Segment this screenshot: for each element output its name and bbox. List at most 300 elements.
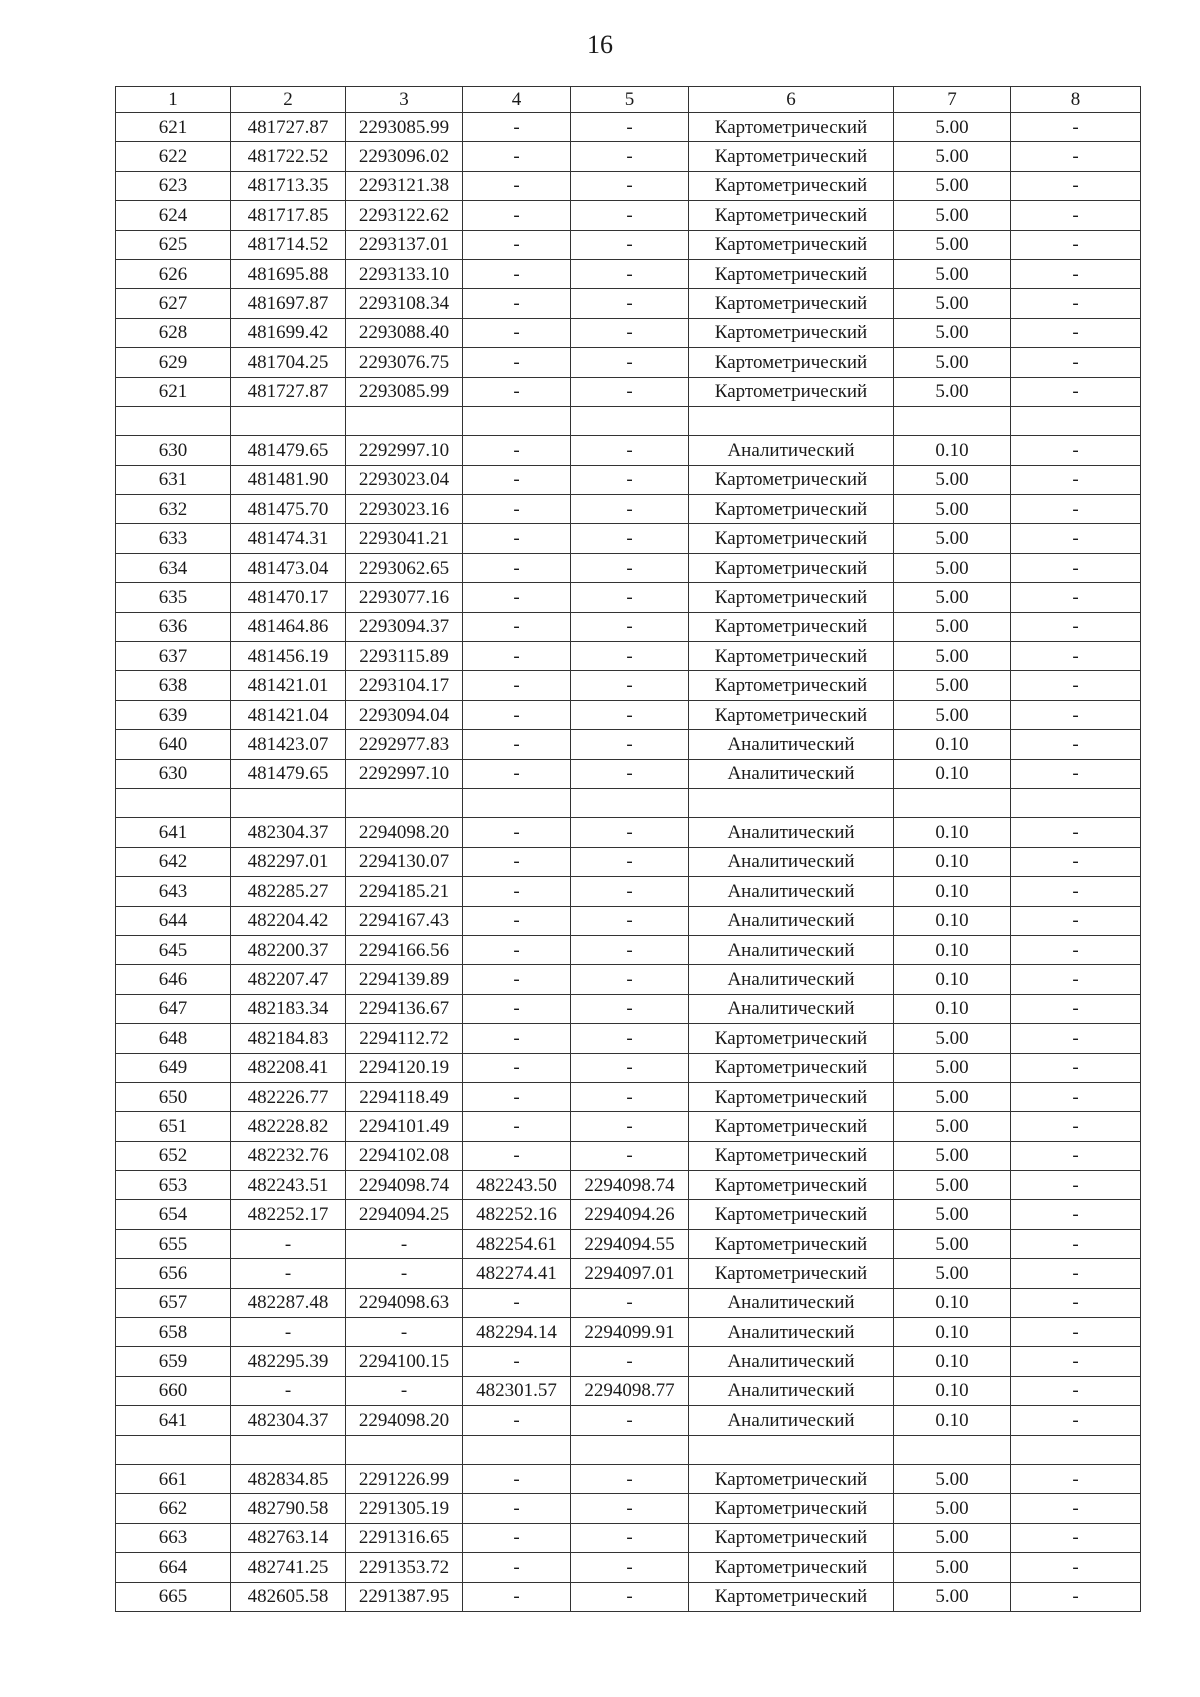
- table-cell: 644: [116, 906, 231, 935]
- table-cell: -: [463, 1464, 571, 1493]
- table-cell: -: [571, 289, 689, 318]
- table-cell: -: [463, 759, 571, 788]
- table-cell: -: [463, 965, 571, 994]
- table-cell: 482200.37: [231, 935, 346, 964]
- table-cell: Картометрический: [689, 465, 894, 494]
- table-cell: -: [571, 1288, 689, 1317]
- table-cell: 2292977.83: [346, 730, 463, 759]
- empty-cell: [571, 788, 689, 817]
- empty-cell: [116, 1435, 231, 1464]
- table-cell: 643: [116, 877, 231, 906]
- table-cell: -: [571, 348, 689, 377]
- table-row: [116, 318, 1141, 347]
- table-cell: -: [571, 994, 689, 1023]
- table-cell: 0.10: [894, 759, 1011, 788]
- table-cell: -: [463, 465, 571, 494]
- table-cell: 481474.31: [231, 524, 346, 553]
- table-cell: -: [463, 1024, 571, 1053]
- table-cell: 5.00: [894, 1229, 1011, 1258]
- table-cell: -: [571, 1464, 689, 1493]
- table-cell: Картометрический: [689, 553, 894, 582]
- table-cell: 637: [116, 642, 231, 671]
- table-cell: -: [1011, 759, 1141, 788]
- table-cell: 482254.61: [463, 1229, 571, 1258]
- table-cell: 5.00: [894, 1024, 1011, 1053]
- table-cell: 2293094.04: [346, 700, 463, 729]
- table-cell: Картометрический: [689, 1053, 894, 1082]
- table-cell: -: [571, 1582, 689, 1611]
- table-cell: 5.00: [894, 553, 1011, 582]
- table-cell: -: [571, 1082, 689, 1111]
- table-row: [116, 377, 1141, 406]
- table-cell: -: [463, 524, 571, 553]
- table-cell: -: [571, 1523, 689, 1552]
- table-cell: Аналитический: [689, 436, 894, 465]
- table-cell: 648: [116, 1024, 231, 1053]
- table-cell: -: [1011, 1406, 1141, 1435]
- table-cell: Картометрический: [689, 318, 894, 347]
- table-cell: 0.10: [894, 1288, 1011, 1317]
- table-cell: 623: [116, 171, 231, 200]
- table-cell: -: [463, 730, 571, 759]
- table-cell: 482207.47: [231, 965, 346, 994]
- table-cell: -: [1011, 465, 1141, 494]
- table-cell: -: [1011, 113, 1141, 142]
- table-cell: Картометрический: [689, 142, 894, 171]
- table-cell: 481695.88: [231, 259, 346, 288]
- table-cell: 5.00: [894, 171, 1011, 200]
- table-cell: Картометрический: [689, 1229, 894, 1258]
- table-cell: 482834.85: [231, 1464, 346, 1493]
- table-header-row: [116, 87, 1141, 113]
- table-cell: 482204.42: [231, 906, 346, 935]
- table-cell: -: [231, 1376, 346, 1405]
- table-cell: 2291316.65: [346, 1523, 463, 1552]
- table-cell: -: [463, 847, 571, 876]
- table-cell: -: [463, 171, 571, 200]
- table-cell: 2294185.21: [346, 877, 463, 906]
- empty-cell: [463, 406, 571, 435]
- table-cell: Аналитический: [689, 1347, 894, 1376]
- table-cell: -: [571, 1406, 689, 1435]
- table-cell: 0.10: [894, 1376, 1011, 1405]
- table-row: [116, 495, 1141, 524]
- table-row: [116, 877, 1141, 906]
- table-cell: 652: [116, 1141, 231, 1170]
- table-cell: 481470.17: [231, 583, 346, 612]
- table-cell: -: [463, 1288, 571, 1317]
- table-cell: 661: [116, 1464, 231, 1493]
- table-cell: 5.00: [894, 1112, 1011, 1141]
- table-cell: 2291226.99: [346, 1464, 463, 1493]
- table-cell: 629: [116, 348, 231, 377]
- empty-cell: [894, 406, 1011, 435]
- table-cell: 664: [116, 1553, 231, 1582]
- table-cell: -: [571, 965, 689, 994]
- table-cell: -: [1011, 1376, 1141, 1405]
- table-cell: Картометрический: [689, 201, 894, 230]
- table-cell: 481479.65: [231, 436, 346, 465]
- table-cell: 2293023.16: [346, 495, 463, 524]
- table-cell: 2294098.77: [571, 1376, 689, 1405]
- header-cell: 2: [231, 87, 346, 113]
- table-cell: Картометрический: [689, 377, 894, 406]
- table-cell: 2294166.56: [346, 935, 463, 964]
- table-cell: -: [1011, 1171, 1141, 1200]
- table-cell: 2293115.89: [346, 642, 463, 671]
- table-cell: 2293076.75: [346, 348, 463, 377]
- table-cell: 481713.35: [231, 171, 346, 200]
- table-cell: 5.00: [894, 259, 1011, 288]
- table-cell: -: [571, 877, 689, 906]
- table-row: [116, 465, 1141, 494]
- table-cell: 2294112.72: [346, 1024, 463, 1053]
- empty-cell: [689, 788, 894, 817]
- table-row: [116, 906, 1141, 935]
- table-cell: 634: [116, 553, 231, 582]
- table-cell: Картометрический: [689, 1523, 894, 1552]
- table-cell: Картометрический: [689, 171, 894, 200]
- table-cell: -: [1011, 171, 1141, 200]
- table-cell: -: [463, 1347, 571, 1376]
- table-cell: 2294102.08: [346, 1141, 463, 1170]
- table-cell: Картометрический: [689, 1141, 894, 1170]
- table-cell: 5.00: [894, 113, 1011, 142]
- table-cell: 2294101.49: [346, 1112, 463, 1141]
- table-cell: -: [571, 113, 689, 142]
- table-cell: -: [463, 1053, 571, 1082]
- table-cell: -: [571, 171, 689, 200]
- table-cell: Картометрический: [689, 1112, 894, 1141]
- table-cell: -: [571, 524, 689, 553]
- header-cell: 6: [689, 87, 894, 113]
- table-cell: -: [1011, 818, 1141, 847]
- table-cell: Картометрический: [689, 1259, 894, 1288]
- table-cell: -: [346, 1229, 463, 1258]
- table-row: [116, 348, 1141, 377]
- table-cell: 5.00: [894, 201, 1011, 230]
- table-cell: -: [1011, 377, 1141, 406]
- table-cell: 482304.37: [231, 1406, 346, 1435]
- table-row: [116, 1523, 1141, 1552]
- table-cell: 481421.04: [231, 700, 346, 729]
- table-row: [116, 700, 1141, 729]
- table-cell: Аналитический: [689, 935, 894, 964]
- table-cell: 0.10: [894, 1406, 1011, 1435]
- table-cell: -: [1011, 730, 1141, 759]
- table-cell: 624: [116, 201, 231, 230]
- table-cell: 5.00: [894, 377, 1011, 406]
- table-cell: -: [1011, 1082, 1141, 1111]
- table-cell: Картометрический: [689, 1553, 894, 1582]
- table-cell: 2293023.04: [346, 465, 463, 494]
- empty-cell: [689, 1435, 894, 1464]
- table-row: [116, 818, 1141, 847]
- table-cell: 0.10: [894, 1318, 1011, 1347]
- table-cell: 641: [116, 818, 231, 847]
- table-cell: 2293104.17: [346, 671, 463, 700]
- table-cell: 5.00: [894, 1464, 1011, 1493]
- table-cell: -: [1011, 1112, 1141, 1141]
- table-cell: -: [1011, 1053, 1141, 1082]
- table-cell: 482287.48: [231, 1288, 346, 1317]
- table-cell: -: [1011, 994, 1141, 1023]
- table-cell: -: [463, 612, 571, 641]
- table-cell: -: [463, 906, 571, 935]
- table-cell: 481479.65: [231, 759, 346, 788]
- table-cell: 5.00: [894, 318, 1011, 347]
- table-cell: -: [1011, 1318, 1141, 1347]
- table-cell: -: [463, 671, 571, 700]
- page-number: 16: [587, 30, 613, 59]
- empty-cell: [1011, 1435, 1141, 1464]
- table-cell: 481456.19: [231, 642, 346, 671]
- table-cell: -: [463, 818, 571, 847]
- table-row: [116, 1494, 1141, 1523]
- table-cell: 2292997.10: [346, 759, 463, 788]
- empty-cell: [346, 406, 463, 435]
- empty-cell: [231, 406, 346, 435]
- table-cell: 649: [116, 1053, 231, 1082]
- empty-cell: [231, 1435, 346, 1464]
- table-cell: 5.00: [894, 495, 1011, 524]
- table-cell: -: [463, 1494, 571, 1523]
- table-cell: -: [1011, 1464, 1141, 1493]
- table-row: [116, 1376, 1141, 1405]
- table-cell: -: [346, 1318, 463, 1347]
- table-cell: 2293088.40: [346, 318, 463, 347]
- table-cell: 5.00: [894, 289, 1011, 318]
- table-cell: Картометрический: [689, 1200, 894, 1229]
- empty-cell: [116, 406, 231, 435]
- table-cell: -: [463, 201, 571, 230]
- table-cell: 481717.85: [231, 201, 346, 230]
- table-cell: 635: [116, 583, 231, 612]
- table-cell: 628: [116, 318, 231, 347]
- header-cell: 1: [116, 87, 231, 113]
- table-cell: -: [571, 230, 689, 259]
- table-cell: -: [1011, 348, 1141, 377]
- table-cell: -: [463, 553, 571, 582]
- table-cell: -: [1011, 671, 1141, 700]
- table-cell: -: [463, 1082, 571, 1111]
- table-cell: 2294094.25: [346, 1200, 463, 1229]
- table-cell: 2294098.74: [346, 1171, 463, 1200]
- table-cell: Картометрический: [689, 612, 894, 641]
- table-cell: 482183.34: [231, 994, 346, 1023]
- table-cell: 481421.01: [231, 671, 346, 700]
- table-cell: 0.10: [894, 994, 1011, 1023]
- table-cell: 625: [116, 230, 231, 259]
- table-row: [116, 1053, 1141, 1082]
- table-row: [116, 847, 1141, 876]
- table-cell: -: [1011, 1259, 1141, 1288]
- coordinates-table: [115, 86, 1141, 1612]
- table-cell: Аналитический: [689, 1318, 894, 1347]
- table-cell: Аналитический: [689, 965, 894, 994]
- table-cell: 2293077.16: [346, 583, 463, 612]
- table-cell: -: [1011, 1229, 1141, 1258]
- table-cell: 5.00: [894, 1494, 1011, 1523]
- table-cell: Картометрический: [689, 642, 894, 671]
- table-cell: Аналитический: [689, 818, 894, 847]
- table-cell: 655: [116, 1229, 231, 1258]
- empty-cell: [1011, 788, 1141, 817]
- table-cell: 481727.87: [231, 113, 346, 142]
- table-cell: -: [463, 994, 571, 1023]
- separator-row: [116, 1435, 1141, 1464]
- table-cell: 2291353.72: [346, 1553, 463, 1582]
- table-cell: -: [571, 495, 689, 524]
- table-cell: -: [1011, 230, 1141, 259]
- table-cell: -: [231, 1259, 346, 1288]
- table-cell: -: [571, 730, 689, 759]
- header-cell: 5: [571, 87, 689, 113]
- table-cell: -: [463, 113, 571, 142]
- table-cell: 5.00: [894, 348, 1011, 377]
- table-cell: -: [231, 1318, 346, 1347]
- table-cell: Аналитический: [689, 1288, 894, 1317]
- empty-cell: [116, 788, 231, 817]
- table-cell: 482274.41: [463, 1259, 571, 1288]
- table-cell: Картометрический: [689, 1171, 894, 1200]
- table-cell: 2291305.19: [346, 1494, 463, 1523]
- table-row: [116, 230, 1141, 259]
- table-cell: -: [571, 1053, 689, 1082]
- table-cell: 2293133.10: [346, 259, 463, 288]
- table-row: [116, 1229, 1141, 1258]
- table-cell: -: [1011, 524, 1141, 553]
- table-row: [116, 1406, 1141, 1435]
- table-cell: 633: [116, 524, 231, 553]
- table-cell: 654: [116, 1200, 231, 1229]
- table-cell: Аналитический: [689, 1376, 894, 1405]
- table-cell: 2294098.20: [346, 1406, 463, 1435]
- table-row: [116, 553, 1141, 582]
- table-cell: 482294.14: [463, 1318, 571, 1347]
- table-cell: -: [571, 377, 689, 406]
- table-cell: Картометрический: [689, 583, 894, 612]
- table-cell: 482252.17: [231, 1200, 346, 1229]
- table-cell: 630: [116, 436, 231, 465]
- table-row: [116, 201, 1141, 230]
- table-cell: 482226.77: [231, 1082, 346, 1111]
- table-cell: 0.10: [894, 818, 1011, 847]
- table-row: [116, 1288, 1141, 1317]
- table-row: [116, 671, 1141, 700]
- table-cell: 2293121.38: [346, 171, 463, 200]
- table-cell: 646: [116, 965, 231, 994]
- table-cell: -: [463, 877, 571, 906]
- table-cell: -: [231, 1229, 346, 1258]
- table-cell: Картометрический: [689, 671, 894, 700]
- table-cell: -: [571, 1494, 689, 1523]
- table-cell: 2294139.89: [346, 965, 463, 994]
- table-cell: 481481.90: [231, 465, 346, 494]
- table-cell: -: [463, 1112, 571, 1141]
- table-cell: -: [1011, 436, 1141, 465]
- table-cell: 5.00: [894, 583, 1011, 612]
- table-cell: Картометрический: [689, 230, 894, 259]
- table-body: [116, 113, 1141, 1612]
- table-cell: 5.00: [894, 671, 1011, 700]
- table-cell: 621: [116, 113, 231, 142]
- table-cell: 622: [116, 142, 231, 171]
- table-cell: -: [571, 935, 689, 964]
- table-cell: -: [1011, 1347, 1141, 1376]
- table-cell: 5.00: [894, 1141, 1011, 1170]
- table-cell: 2294099.91: [571, 1318, 689, 1347]
- table-cell: 621: [116, 377, 231, 406]
- empty-cell: [1011, 406, 1141, 435]
- table-cell: 481423.07: [231, 730, 346, 759]
- table-cell: 0.10: [894, 935, 1011, 964]
- table-cell: 481464.86: [231, 612, 346, 641]
- table-cell: 482184.83: [231, 1024, 346, 1053]
- table-cell: -: [463, 700, 571, 729]
- table-cell: -: [571, 465, 689, 494]
- table-cell: 482243.51: [231, 1171, 346, 1200]
- table-cell: Аналитический: [689, 759, 894, 788]
- table-cell: -: [1011, 906, 1141, 935]
- table-cell: 2294098.63: [346, 1288, 463, 1317]
- table-cell: -: [1011, 1024, 1141, 1053]
- table-cell: -: [571, 906, 689, 935]
- table-cell: -: [463, 583, 571, 612]
- table-cell: -: [1011, 142, 1141, 171]
- header-cell: 7: [894, 87, 1011, 113]
- table-cell: Аналитический: [689, 994, 894, 1023]
- table-cell: 0.10: [894, 436, 1011, 465]
- table-cell: 2294094.26: [571, 1200, 689, 1229]
- table-cell: -: [1011, 612, 1141, 641]
- table-cell: 2294094.55: [571, 1229, 689, 1258]
- table-cell: -: [571, 201, 689, 230]
- table-cell: 2293085.99: [346, 113, 463, 142]
- table-cell: 658: [116, 1318, 231, 1347]
- table-cell: Картометрический: [689, 289, 894, 318]
- table-row: [116, 1318, 1141, 1347]
- empty-cell: [463, 1435, 571, 1464]
- table-row: [116, 436, 1141, 465]
- table-cell: -: [463, 642, 571, 671]
- table-cell: 0.10: [894, 965, 1011, 994]
- table-cell: -: [1011, 583, 1141, 612]
- table-cell: 657: [116, 1288, 231, 1317]
- table-row: [116, 935, 1141, 964]
- table-cell: -: [571, 700, 689, 729]
- table-row: [116, 612, 1141, 641]
- table-cell: -: [1011, 201, 1141, 230]
- table-row: [116, 1112, 1141, 1141]
- table-cell: 5.00: [894, 700, 1011, 729]
- table-cell: 0.10: [894, 906, 1011, 935]
- table-cell: -: [463, 289, 571, 318]
- table-cell: 5.00: [894, 1259, 1011, 1288]
- table-cell: 482741.25: [231, 1553, 346, 1582]
- table-cell: -: [1011, 847, 1141, 876]
- table-cell: 632: [116, 495, 231, 524]
- table-cell: 2293096.02: [346, 142, 463, 171]
- table-cell: 2293108.34: [346, 289, 463, 318]
- table-cell: -: [571, 759, 689, 788]
- table-cell: 653: [116, 1171, 231, 1200]
- table-cell: 2293122.62: [346, 201, 463, 230]
- table-cell: 641: [116, 1406, 231, 1435]
- table-cell: 5.00: [894, 524, 1011, 553]
- table-cell: 481727.87: [231, 377, 346, 406]
- table-cell: 626: [116, 259, 231, 288]
